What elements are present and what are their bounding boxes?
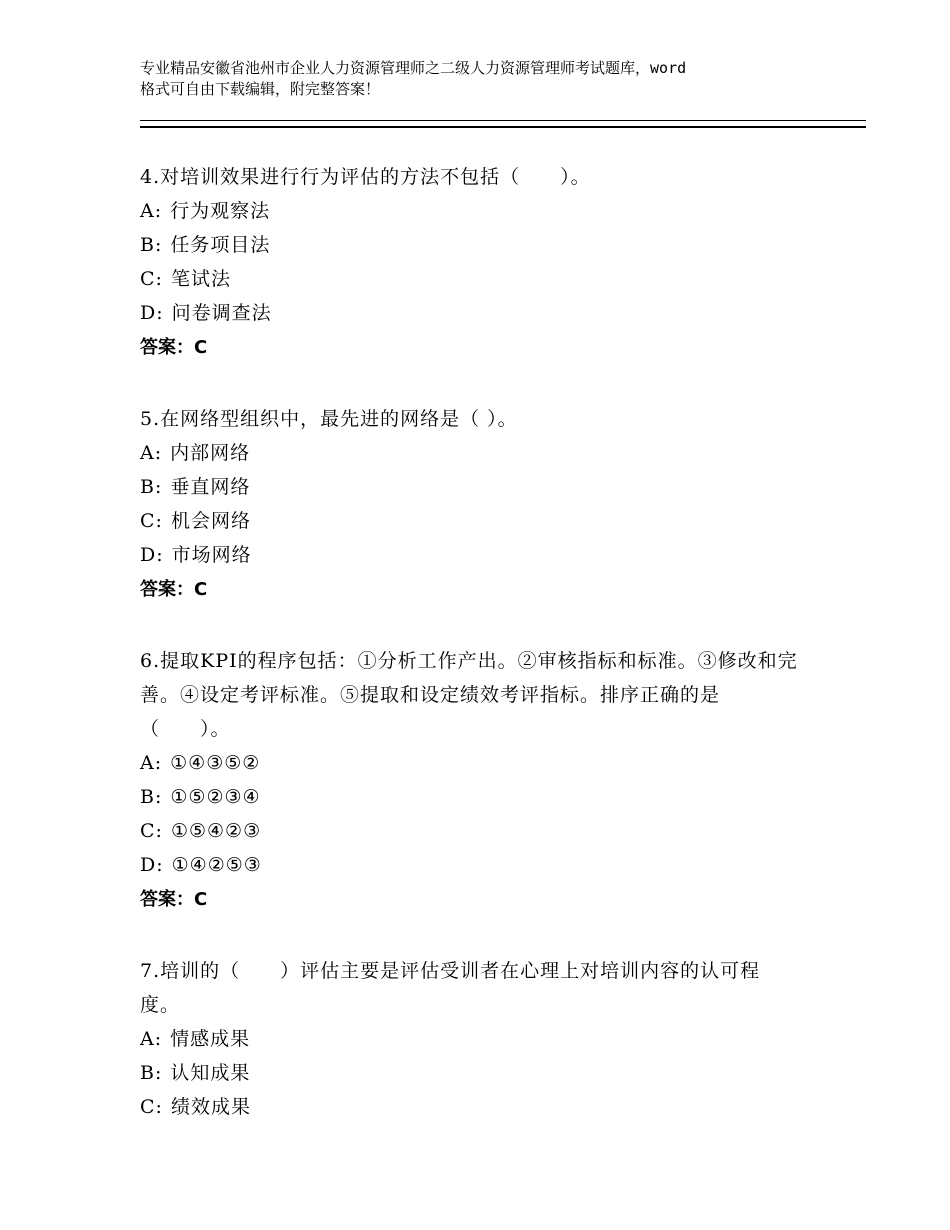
option-letter: C:: [140, 268, 163, 290]
option-b: [140, 228, 800, 262]
question-7: [140, 954, 800, 1124]
answer-line: 答案：C: [140, 579, 208, 600]
question-text: 6.提取KPI的程序包括：①分析工作产出。②审核指标和标准。③修改和完善。④设定考评标准。⑤提取和设定绩效考评指标。排序正确的是（ ）。: [140, 650, 798, 740]
option-text: 垂直网络: [170, 476, 251, 498]
option-text: ①④③⑤②: [170, 752, 261, 774]
option-text: 笔试法: [170, 268, 231, 290]
option-text: 内部网络: [170, 442, 251, 464]
question-text: 7.培训的（ ）评估主要是评估受训者在心理上对培训内容的认可程度。: [140, 960, 761, 1016]
option-text: 绩效成果: [170, 1096, 251, 1118]
option-letter: A:: [140, 442, 163, 464]
option-text: 机会网络: [170, 510, 251, 532]
option-letter: C:: [140, 1096, 163, 1118]
option-c: [140, 814, 800, 848]
question-text: 4.对培训效果进行行为评估的方法不包括（ ）。: [140, 166, 591, 188]
option-letter: B:: [140, 1062, 163, 1084]
option-c: [140, 504, 800, 538]
header-title-line-2: 格式可自由下载编辑，附完整答案！: [140, 80, 381, 98]
option-text: 情感成果: [170, 1028, 251, 1050]
option-letter: D:: [140, 854, 164, 876]
option-text: 市场网络: [171, 544, 252, 566]
option-a: [140, 1022, 800, 1056]
header-title-line-1: 专业精品安徽省池州市企业人力资源管理师之二级人力资源管理师考试题库，word: [140, 59, 687, 77]
question-4: [140, 160, 800, 366]
header-divider: [140, 120, 866, 128]
question-text: 5.在网络型组织中，最先进的网络是（ ）。: [140, 408, 518, 430]
option-letter: D:: [140, 544, 164, 566]
question-5: [140, 402, 800, 608]
option-text: ①⑤④②③: [170, 820, 262, 842]
option-a: [140, 746, 800, 780]
option-d: [140, 538, 800, 572]
option-text: 认知成果: [170, 1062, 251, 1084]
option-b: [140, 470, 800, 504]
option-letter: B:: [140, 786, 163, 808]
option-letter: A:: [140, 1028, 163, 1050]
option-text: 行为观察法: [170, 200, 271, 222]
option-d: [140, 848, 800, 882]
option-letter: B:: [140, 476, 163, 498]
option-letter: A:: [140, 200, 163, 222]
answer-line: 答案：C: [140, 337, 208, 358]
option-b: [140, 1056, 800, 1090]
option-a: [140, 436, 800, 470]
option-c: [140, 262, 800, 296]
option-letter: D:: [140, 302, 164, 324]
question-6: [140, 644, 800, 918]
option-letter: C:: [140, 820, 163, 842]
document-header: [140, 58, 840, 100]
option-d: [140, 296, 800, 330]
option-text: 任务项目法: [170, 234, 271, 256]
option-letter: A:: [140, 752, 163, 774]
option-a: [140, 194, 800, 228]
option-text: ①④②⑤③: [171, 854, 262, 876]
option-b: [140, 780, 800, 814]
answer-line: 答案：C: [140, 889, 208, 910]
option-letter: B:: [140, 234, 163, 256]
option-letter: C:: [140, 510, 163, 532]
option-text: ①⑤②③④: [170, 786, 261, 808]
option-c: [140, 1090, 800, 1124]
option-text: 问卷调查法: [171, 302, 272, 324]
question-list: [140, 160, 800, 1160]
